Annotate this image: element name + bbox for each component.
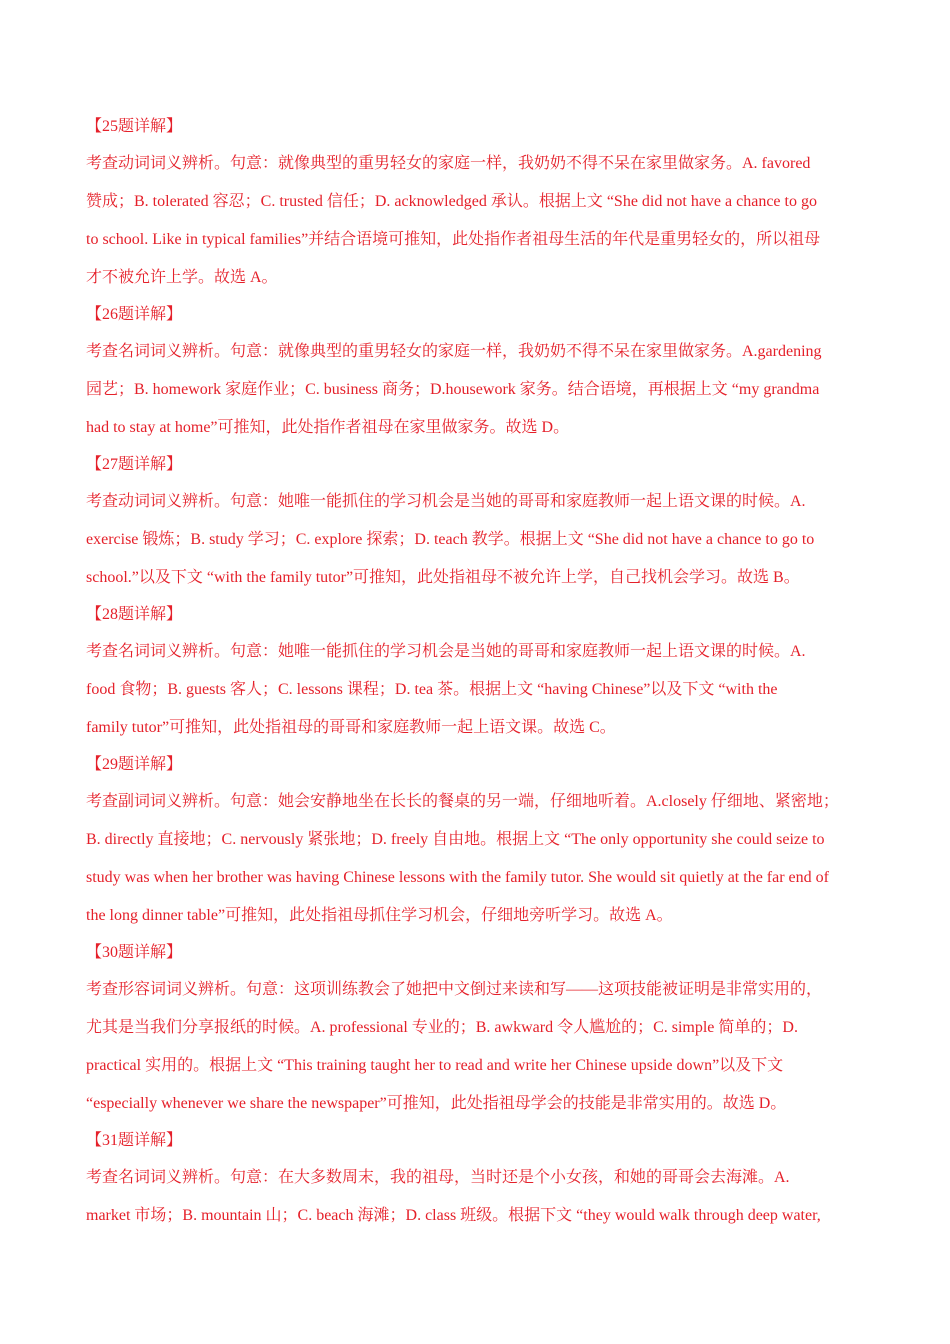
explanation-section xyxy=(86,447,876,597)
explanation-line: 考查名词词义辨析。句意：在大多数周末，我的祖母，当时还是个小女孩，和她的哥哥会去海滩。A. xyxy=(86,1169,790,1186)
section-header: 【28题详解】 xyxy=(86,606,183,623)
explanation-line: 赞成；B. tolerated 容忍；C. trusted 信任；D. acknowledged 承认。根据上文 “She did not have a chance to go xyxy=(86,193,817,210)
section-header: 【31题详解】 xyxy=(86,1132,183,1149)
explanation-section xyxy=(86,935,876,1123)
explanation-line: food 食物；B. guests 客人；C. lessons 课程；D. tea 茶。根据上文 “having Chinese”以及下文 “with the xyxy=(86,681,778,698)
explanation-line: 考查名词词义辨析。句意：就像典型的重男轻女的家庭一样，我奶奶不得不呆在家里做家务。A.gardening xyxy=(86,343,822,360)
document-page xyxy=(86,109,876,1235)
explanation-section xyxy=(86,597,876,747)
explanation-line: study was when her brother was having Chinese lessons with the family tutor. She would sit quietly at the far end of xyxy=(86,869,829,886)
explanation-line: 考查动词词义辨析。句意：她唯一能抓住的学习机会是当她的哥哥和家庭教师一起上语文课的时候。A. xyxy=(86,493,806,510)
section-header: 【25题详解】 xyxy=(86,118,183,135)
explanation-line: 考查副词词义辨析。句意：她会安静地坐在长长的餐桌的另一端，仔细地听着。A.closely 仔细地、紧密地； xyxy=(86,793,839,810)
section-header: 【27题详解】 xyxy=(86,456,183,473)
explanation-line: market 市场；B. mountain 山；C. beach 海滩；D. class 班级。根据下文 “they would walk through deep water, xyxy=(86,1207,821,1224)
explanation-line: 考查动词词义辨析。句意：就像典型的重男轻女的家庭一样，我奶奶不得不呆在家里做家务。A. favored xyxy=(86,155,811,172)
explanation-line: 才不被允许上学。故选 A。 xyxy=(86,269,278,286)
explanation-line: school.”以及下文 “with the family tutor”可推知，此处指祖母不被允许上学，自己找机会学习。故选 B。 xyxy=(86,569,800,586)
section-header: 【26题详解】 xyxy=(86,306,183,323)
explanation-section xyxy=(86,747,876,935)
explanation-line: practical 实用的。根据上文 “This training taught her to read and write her Chinese upside down”以及下文 xyxy=(86,1057,784,1074)
explanation-section xyxy=(86,1123,876,1235)
explanation-line: exercise 锻炼；B. study 学习；C. explore 探索；D. teach 教学。根据上文 “She did not have a chance to go to xyxy=(86,531,815,548)
explanation-line: the long dinner table”可推知，此处指祖母抓住学习机会，仔细地旁听学习。故选 A。 xyxy=(86,907,673,924)
explanation-line: 园艺；B. homework 家庭作业；C. business 商务；D.housework 家务。结合语境，再根据上文 “my grandma xyxy=(86,381,820,398)
explanation-line: 考查形容词词义辨析。句意：这项训练教会了她把中文倒过来读和写——这项技能被证明是非常实用的， xyxy=(86,981,823,998)
explanation-line: 尤其是当我们分享报纸的时候。A. professional 专业的；B. awkward 令人尴尬的；C. simple 简单的；D. xyxy=(86,1019,798,1036)
section-header: 【29题详解】 xyxy=(86,756,183,773)
section-header: 【30题详解】 xyxy=(86,944,183,961)
explanation-line: B. directly 直接地；C. nervously 紧张地；D. freely 自由地。根据上文 “The only opportunity she could seize to xyxy=(86,831,825,848)
explanation-line: had to stay at home”可推知，此处指作者祖母在家里做家务。故选 D。 xyxy=(86,419,570,436)
explanation-line: family tutor”可推知，此处指祖母的哥哥和家庭教师一起上语文课。故选 C。 xyxy=(86,719,616,736)
explanation-section xyxy=(86,297,876,447)
explanation-line: to school. Like in typical families”并结合语境可推知，此处指作者祖母生活的年代是重男轻女的，所以祖母 xyxy=(86,231,821,248)
explanation-section xyxy=(86,109,876,297)
explanation-line: “especially whenever we share the newspaper”可推知，此处指祖母学会的技能是非常实用的。故选 D。 xyxy=(86,1095,787,1112)
explanation-line: 考查名词词义辨析。句意：她唯一能抓住的学习机会是当她的哥哥和家庭教师一起上语文课的时候。A. xyxy=(86,643,806,660)
